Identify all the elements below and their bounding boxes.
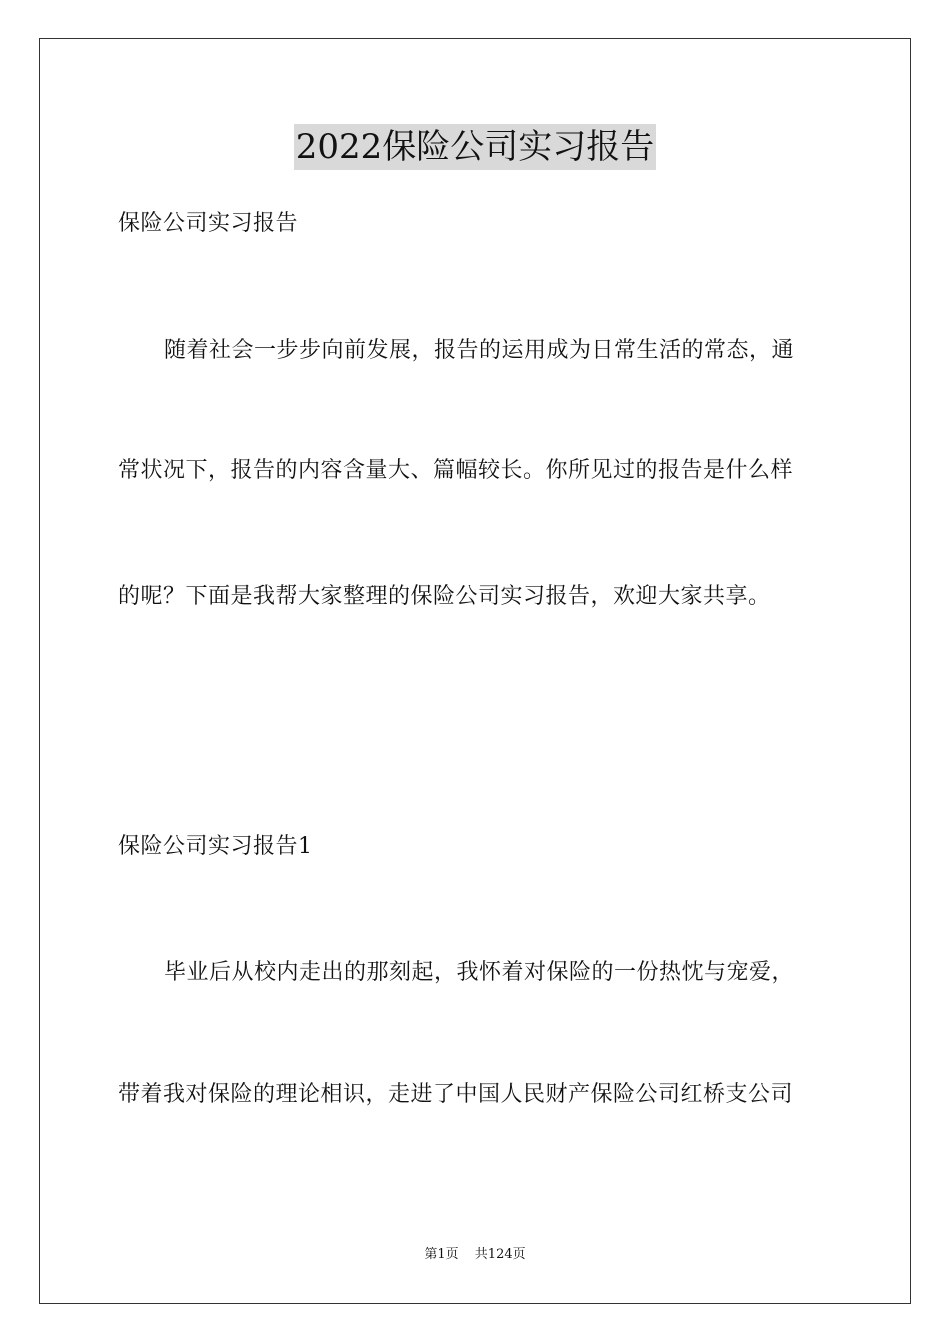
section-heading: 保险公司实习报告1 (118, 834, 313, 859)
page-footer (0, 1246, 950, 1264)
paragraph-line: 毕业后从校内走出的那刻起，我怀着对保险的一份热忱与宠爱， (164, 960, 795, 985)
paragraph-line: 常状况下，报告的内容含量大、篇幅较长。你所见过的报告是什么样 (118, 458, 794, 483)
paragraph-line: 带着我对保险的理论相识，走进了中国人民财产保险公司红桥支公司 (118, 1082, 794, 1107)
subtitle-line: 保险公司实习报告 (118, 211, 299, 236)
document-title: 2022保险公司实习报告 (294, 124, 657, 170)
page-number: 第1页 (424, 1247, 459, 1262)
paragraph-line: 的呢？下面是我帮大家整理的保险公司实习报告，欢迎大家共享。 (118, 584, 771, 609)
page-total: 共124页 (474, 1247, 526, 1262)
title-container (0, 124, 950, 170)
paragraph-line: 随着社会一步步向前发展，报告的运用成为日常生活的常态，通 (164, 338, 795, 363)
